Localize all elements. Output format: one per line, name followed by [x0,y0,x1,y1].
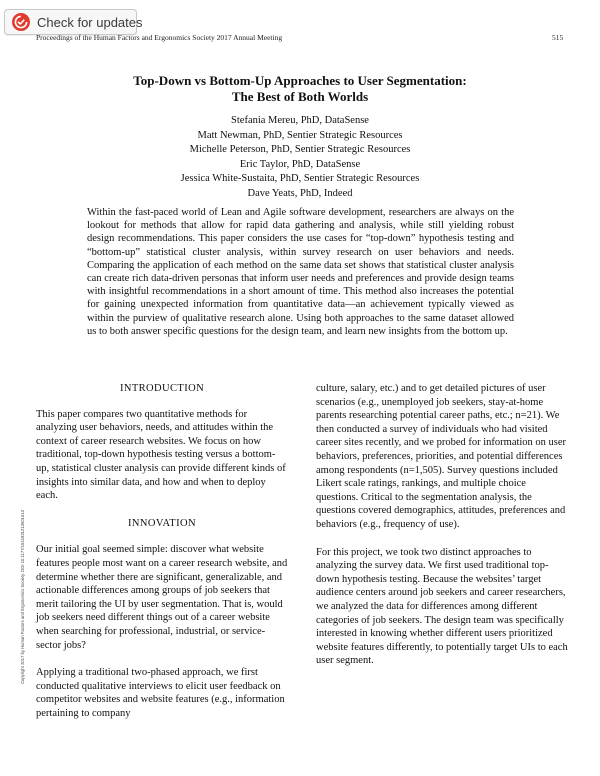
introduction-paragraph: This paper compares two quantitative methods for analyzing user behaviors, needs, and attitudes within the context of career research websites. We focus on how traditional, top-down hypothesis testing versus a bottom-up, statistical cluster analysis can provide different kinds of insights into similar data, and how and when to deploy each. [36,408,286,502]
running-head: Proceedings of the Human Factors and Ergonomics Society 2017 Annual Meeting [36,33,283,42]
innovation-paragraph-4: For this project, we took two distinct approaches to analyzing the survey data. We first used traditional top-down hypothesis testing. Because the websites’ target audience centers around job seekers and career researchers, we analyzed the data for differences among different categories of job seekers. The design team was specifically interested in knowing whether different users prioritized website features differently, to potentially target UIs to each user segment. [316,546,568,667]
author: Stefania Mereu, PhD, DataSense [231,115,369,126]
check-for-updates-label: Check for updates [37,14,143,30]
author: Jessica White-Sustaita, PhD, Sentier Strategic Resources [180,173,420,184]
author: Michelle Peterson, PhD, Sentier Strategic Resources [189,144,411,155]
paper-title-line-2: The Best of Both Worlds [231,89,369,104]
innovation-paragraph-3: culture, salary, etc.) and to get detailed pictures of user scenarios (e.g., unemployed job seekers, stay-at-home parents researching potential career paths, etc.; n=21). We then conducted a survey of individuals who had visited career sites recently, and we probed for information on user behaviors, preferences, priorities, and potential differences among respondents (n=1,505). Survey questions included Likert scale ratings, rankings, and multiple choice questions. Critical to the segmentation analysis, the questions covered demographics, attitudes, preferences and behaviors (e.g., frequency of use). [316,383,567,530]
page-number: 515 [552,33,564,42]
author: Eric Taylor, PhD, DataSense [239,158,361,170]
innovation-paragraph-1: Our initial goal seemed simple: discover what website features people most want on a career research website, and determine whether there are significant, generalizable, and actionable differences among groups of job seekers that merit tailoring the UI by user segmentation. That is, would job seekers need different things out of a career website when searching for professional, industrial, or service-sector jobs? [36,544,288,651]
author-list [60,114,540,201]
right-column [316,382,568,668]
author: Matt Newman, PhD, Sentier Strategic Resources [197,129,403,141]
update-check-icon [11,12,31,32]
check-for-updates-badge[interactable] [4,9,143,35]
abstract: Within the fast-paced world of Lean and Agile software development, researchers are always on the lookout for methods that allow for rapid data gathering and analysis, while still yielding robust design recommendations. This paper considers the use cases for “top-down” hypothesis testing and “bottom-up” statistical cluster analysis, within survey research on user behaviors and needs. Comparing the application of each method on the same data set shows that statistical cluster analysis can create rich data-driven personas that inform user needs and preferences and provide design teams with insightful recommendations in a short amount of time. This method also increases the potential for gaining unexpected information from quantitative data—an achievement typically viewed as within the purview of qualitative research alone. Using both approaches to the same dataset allowed us to both answer specific questions for the design team, and learn new insights from the bottom up. [87,207,514,337]
left-column [36,382,288,720]
copyright-notice: Copyright 2017 by Human Factors and Ergonomics Society. DOI 10.1177/1541931213601613 [20,510,25,684]
paper-title-line-1: Top-Down vs Bottom-Up Approaches to User Segmentation: [133,73,467,88]
section-heading-introduction: INTRODUCTION [119,383,205,394]
innovation-paragraph-2: Applying a traditional two-phased approach, we first conducted qualitative interviews to elicit user feedback on competitor websites and website features (e.g., information pertaining to company [36,667,285,719]
section-heading-innovation: INNOVATION [128,517,196,529]
author: Dave Yeats, PhD, Indeed [247,187,353,199]
